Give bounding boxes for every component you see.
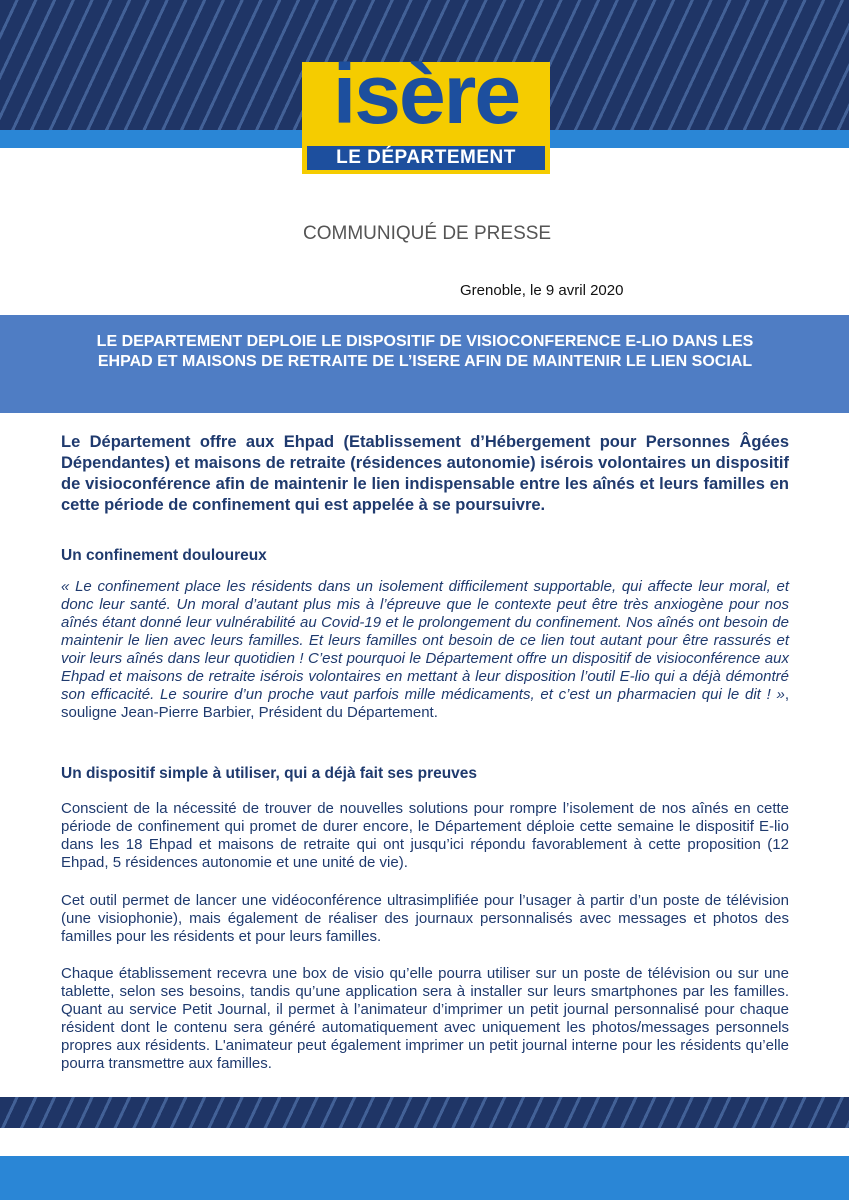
section-heading-dispositif: Un dispositif simple à utiliser, qui a déjà fait ses preuves	[61, 765, 478, 782]
logo-wordmark: isère	[332, 47, 520, 141]
quote-attribution: , souligne Jean-Pierre Barbier, Président du Département.	[61, 686, 789, 721]
section-heading-confinement: Un confinement douloureux	[61, 547, 267, 564]
footer-pattern-band	[0, 1097, 849, 1128]
body-paragraph: Conscient de la nécessité de trouver de nouvelles solutions pour rompre l’isolement de nos aînés en cette période de confinement qui promet de durer encore, le Département déploie cette semaine le dispositif E-lio dans les 18 Ehpad et maisons de retraite qui ont jusqu’ici répondu favorablement à cette proposition (12 Ehpad, 5 résidences autonomie et une unité de vie).	[61, 800, 789, 871]
press-release-label: COMMUNIQUÉ DE PRESSE	[303, 223, 552, 244]
date-line: Grenoble, le 9 avril 2020	[460, 282, 624, 299]
lead-paragraph: Le Département offre aux Ehpad (Etablissement d’Hébergement pour Personnes Âgées Dépendantes) et maisons de retraite (résidences autonomie) isérois volontaires un dispositif de visioconférence afin de maintenir le lien indispensable entre les aînés et leurs familles en cette période de confinement qui est appelée à se poursuivre.	[61, 433, 789, 514]
body-paragraph: Cet outil permet de lancer une vidéoconférence ultrasimplifiée pour l’usager à partir d’un poste de télévision (une visiophonie), mais également de réaliser des journaux personnalisés avec messages et photos des familles pour les résidents et pour leurs familles.	[61, 892, 789, 945]
quote-text: « Le confinement place les résidents dans un isolement difficilement supportable, qui affecte leur moral, et donc leur santé. Un moral d’autant plus mis à l’épreuve que le contexte peut être très anxiogène pour nos aînés étant donné leur vulnérabilité au Covid-19 et le prolongement du confinement. Nos aînés ont besoin de maintenir le lien avec leurs familles. Et leurs familles ont besoin de ce lien tout autant pour être rassurés et voir leurs aînés dans leur quotidien ! C’est pourquoi le Département offre un dispositif de visioconférence aux Ehpad et maisons de retraite isérois volontaires en mettant à leur disposition l’outil E-lio qui a déjà démontré son efficacité. Le sourire d’un proche vaut parfois mille médicaments, et c’est un pharmacien qui le dit ! »	[61, 578, 789, 703]
isere-logo	[302, 47, 550, 174]
footer-stripe	[0, 1156, 849, 1200]
body-paragraph: Chaque établissement recevra une box de visio qu’elle pourra utiliser sur un poste de télévision ou sur une tablette, selon ses besoins, tandis qu’une application sera à installer sur leurs smartphones par les familles. Quant au service Petit Journal, il permet à l’animateur d’imprimer un petit journal personnalisé pour chaque résident dont le contenu sera généré automatiquement avec uniquement les photos/messages personnels propres aux résidents. L'animateur peut également imprimer un petit journal interne pour les résidents qu’elle pourra transmettre aux familles.	[61, 965, 789, 1072]
president-quote	[61, 578, 789, 722]
logo-subtitle: LE DÉPARTEMENT	[307, 146, 545, 170]
headline: LE DEPARTEMENT DEPLOIE LE DISPOSITIF DE VISIOCONFERENCE E-LIO DANS LES EHPAD ET MAISONS DE RETRAITE DE L’ISERE AFIN DE MAINTENIR LE LIEN SOCIAL	[96, 333, 754, 370]
